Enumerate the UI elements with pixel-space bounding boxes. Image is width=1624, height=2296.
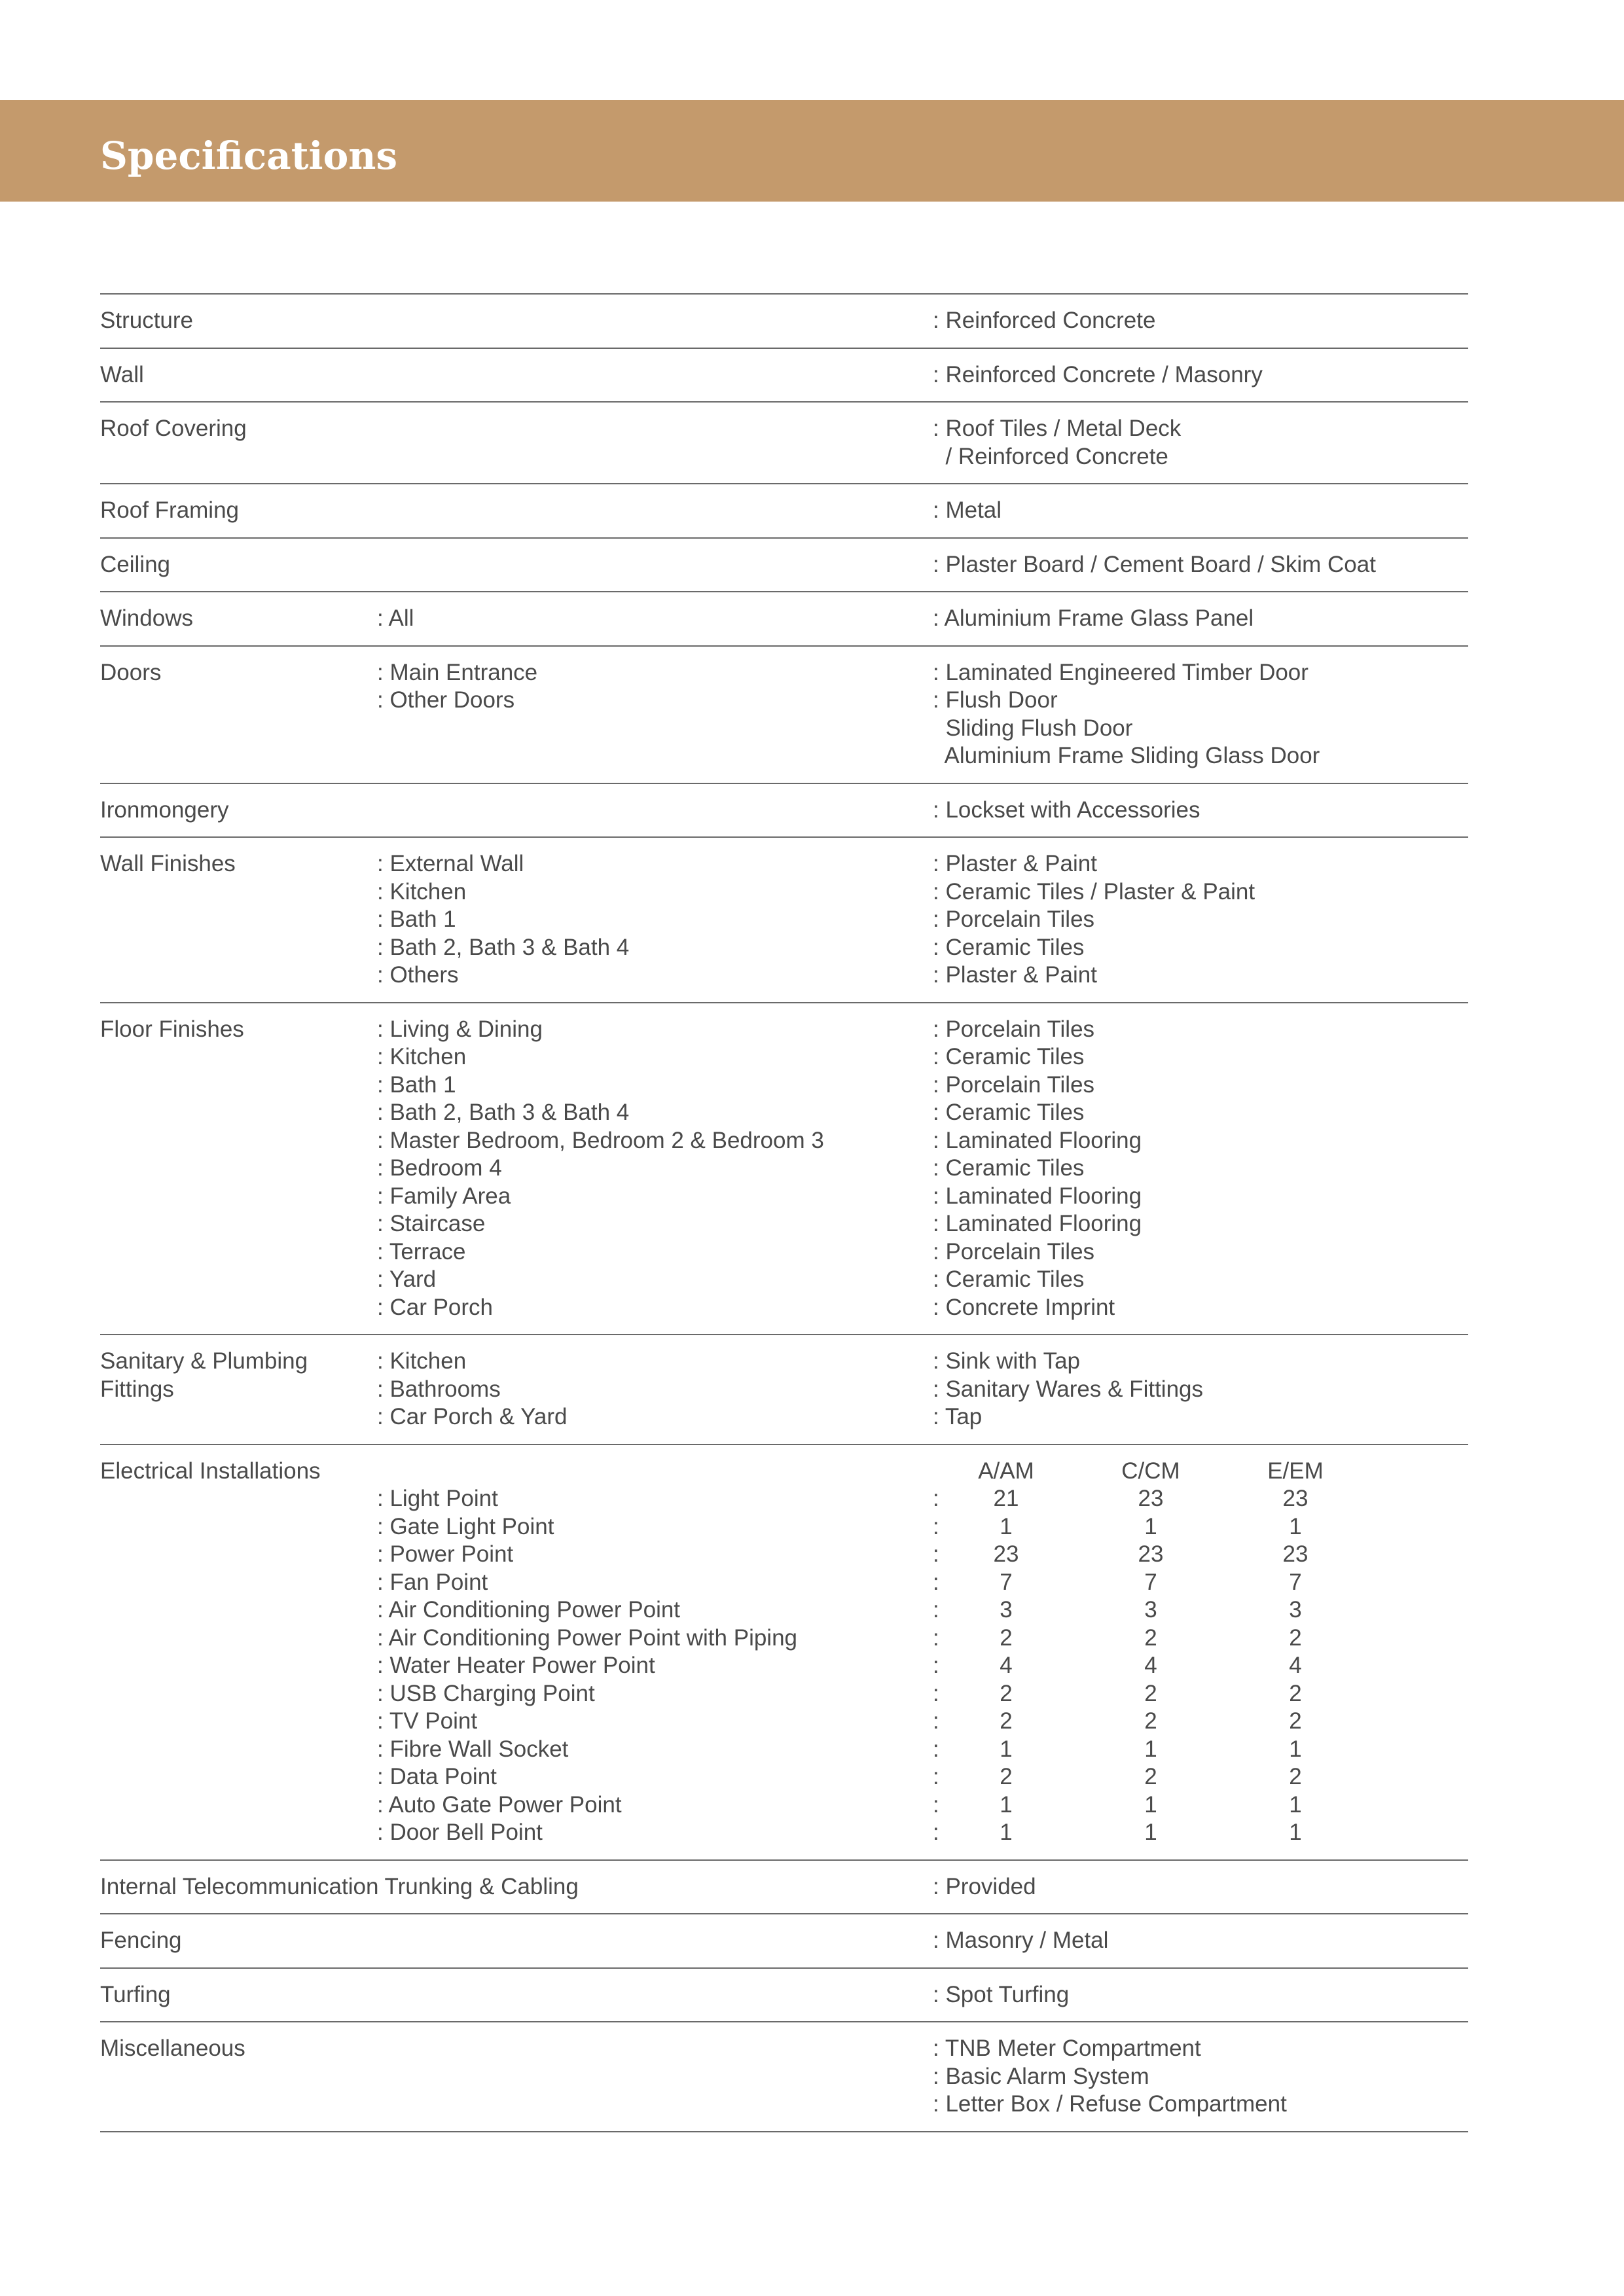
quantity-c: 2	[1144, 1708, 1157, 1734]
quantity-e: 2	[1289, 1708, 1302, 1734]
spec-value: : Masonry / Metal	[933, 1928, 1109, 1953]
spec-item: : Door Bell Point	[377, 1820, 543, 1845]
quantity-a: 2	[1000, 1764, 1013, 1789]
column-header-a-am: A/AM	[978, 1458, 1034, 1484]
quantity-e: 23	[1282, 1541, 1308, 1567]
spec-values	[933, 551, 1376, 579]
spec-items	[377, 1981, 927, 2009]
spec-label-line: Ceiling	[100, 551, 170, 577]
quantity-e: 1	[1289, 1791, 1302, 1818]
spec-value: : TNB Meter Compartment	[933, 2036, 1201, 2061]
spec-row	[100, 1969, 1468, 2023]
separator-colon: :	[933, 1736, 939, 1762]
spec-items	[377, 605, 927, 633]
quantity-c: 7	[1144, 1569, 1157, 1595]
spec-item	[377, 551, 927, 579]
spec-label-line: Internal Telecommunication Trunking & Cabling	[100, 1873, 579, 1899]
spec-items	[377, 361, 927, 389]
spec-value: : Provided	[933, 1873, 1036, 1899]
spec-value: : Porcelain Tiles	[933, 1238, 1095, 1265]
page-title: Specifications	[100, 134, 398, 178]
spec-label-line: Roof Framing	[100, 497, 240, 523]
spec-values	[933, 1873, 1036, 1901]
spec-value: : Porcelain Tiles	[933, 1071, 1095, 1098]
quantity-c: 23	[1138, 1541, 1164, 1567]
spec-value: : Roof Tiles / Metal Deck	[933, 416, 1182, 441]
spec-item: : Bath 1	[377, 906, 456, 932]
quantity-c: 4	[1144, 1653, 1157, 1678]
spec-item: : Kitchen	[377, 1044, 467, 1069]
specifications-table	[100, 293, 1468, 2132]
spec-value: : Tap	[933, 1404, 983, 1429]
spec-value: : Laminated Flooring	[933, 1127, 1142, 1153]
spec-items	[377, 1927, 927, 1955]
spec-item: : Kitchen	[377, 1348, 467, 1374]
spec-item: : Bathrooms	[377, 1376, 501, 1402]
spec-label-line: Doors	[100, 659, 162, 685]
spec-items	[377, 1348, 927, 1431]
spec-item	[377, 2090, 927, 2119]
spec-item: : Family Area	[377, 1183, 511, 1209]
spec-label	[100, 659, 161, 687]
spec-values	[933, 850, 1255, 990]
separator-colon: :	[933, 1791, 939, 1818]
spec-row	[100, 349, 1468, 403]
spec-label-line: Turfing	[100, 1981, 171, 2007]
spec-item: : Main Entrance	[377, 659, 538, 685]
spec-item: : Others	[377, 962, 459, 988]
spec-values	[933, 1016, 1142, 1322]
spec-item	[377, 797, 927, 825]
spec-item	[377, 361, 927, 389]
spec-label-line: Roof Covering	[100, 416, 247, 441]
spec-item: : Bedroom 4	[377, 1155, 502, 1181]
spec-value: : Flush Door	[933, 687, 1058, 713]
quantity-a: 4	[1000, 1653, 1013, 1678]
separator-colon: :	[933, 1708, 939, 1734]
spec-value: : Letter Box / Refuse Compartment	[933, 2091, 1287, 2117]
spec-value: : Sanitary Wares & Fittings	[933, 1376, 1203, 1402]
spec-item: : Yard	[377, 1266, 437, 1292]
spec-value: : Porcelain Tiles	[933, 1016, 1095, 1042]
spec-value: : Plaster Board / Cement Board / Skim Coat	[933, 551, 1376, 577]
spec-value: : Ceramic Tiles	[933, 1155, 1085, 1181]
quantity-a: 7	[1000, 1569, 1013, 1595]
spec-label-line: Ironmongery	[100, 797, 229, 823]
spec-item: : Other Doors	[377, 687, 515, 713]
separator-colon: :	[933, 1653, 939, 1678]
spec-items	[377, 551, 927, 579]
quantity-e: 3	[1289, 1597, 1302, 1623]
spec-row	[100, 403, 1468, 484]
quantity-e: 1	[1289, 1513, 1302, 1539]
spec-item	[377, 1927, 927, 1955]
separator-colon: :	[933, 1597, 939, 1623]
spec-item: : Auto Gate Power Point	[377, 1791, 622, 1818]
spec-row	[100, 1861, 1468, 1915]
quantity-a: 2	[1000, 1708, 1013, 1734]
spec-value: : Reinforced Concrete / Masonry	[933, 361, 1263, 387]
spec-item	[377, 497, 927, 525]
quantity-a: 1	[1000, 1791, 1013, 1818]
spec-row	[100, 295, 1468, 349]
spec-item: : Staircase	[377, 1211, 486, 1236]
separator-colon: :	[933, 1680, 939, 1706]
spec-item	[377, 2035, 927, 2063]
quantity-e: 23	[1282, 1486, 1308, 1511]
quantity-e: 2	[1289, 1764, 1302, 1789]
spec-item: : Fibre Wall Socket	[377, 1736, 569, 1762]
spec-label	[100, 1016, 244, 1044]
spec-row	[100, 1914, 1468, 1969]
column-header-c-cm: C/CM	[1121, 1458, 1180, 1484]
spec-label	[100, 850, 236, 878]
spec-row	[100, 484, 1468, 539]
spec-values	[933, 497, 1001, 525]
quantity-a: 23	[993, 1541, 1019, 1567]
spec-label-line: Structure	[100, 308, 193, 333]
spec-item: : TV Point	[377, 1708, 478, 1734]
spec-label	[100, 1458, 321, 1486]
spec-label	[100, 307, 193, 335]
spec-values	[933, 1348, 1203, 1431]
spec-row	[100, 592, 1468, 647]
spec-items	[377, 415, 927, 471]
spec-item: : Gate Light Point	[377, 1513, 554, 1539]
spec-row	[100, 647, 1468, 784]
spec-value: : Spot Turfing	[933, 1981, 1070, 2007]
spec-item	[377, 1981, 927, 2009]
spec-label	[100, 497, 239, 525]
spec-value: Sliding Flush Door	[933, 715, 1133, 741]
quantity-e: 2	[1289, 1624, 1302, 1651]
quantity-c: 3	[1144, 1597, 1157, 1623]
spec-row	[100, 1335, 1468, 1445]
quantity-c: 2	[1144, 1680, 1157, 1706]
spec-item: : Bath 2, Bath 3 & Bath 4	[377, 1100, 630, 1125]
spec-label	[100, 551, 170, 579]
quantity-e: 7	[1289, 1569, 1302, 1595]
spec-values	[933, 797, 1200, 825]
spec-value: : Ceramic Tiles / Plaster & Paint	[933, 878, 1255, 905]
spec-item	[377, 742, 927, 770]
spec-item: : Water Heater Power Point	[377, 1653, 655, 1678]
quantity-c: 2	[1144, 1764, 1157, 1789]
spec-item	[377, 307, 927, 335]
spec-label	[100, 1927, 182, 1955]
spec-label-line: Sanitary & Plumbing	[100, 1348, 308, 1374]
spec-values	[933, 361, 1263, 389]
quantity-e: 1	[1289, 1820, 1302, 1845]
spec-value: : Ceramic Tiles	[933, 1044, 1085, 1069]
spec-value: : Ceramic Tiles	[933, 1266, 1085, 1292]
spec-row	[100, 1003, 1468, 1336]
spec-items	[377, 1016, 927, 1322]
spec-item: : Air Conditioning Power Point	[377, 1597, 681, 1623]
quantity-a: 3	[1000, 1597, 1013, 1623]
spec-item: : All	[377, 605, 414, 631]
spec-label	[100, 1981, 171, 2009]
spec-row	[100, 838, 1468, 1003]
spec-values	[933, 415, 1181, 471]
spec-item	[377, 443, 927, 471]
spec-label-line: Fittings	[100, 1376, 174, 1402]
quantity-a: 2	[1000, 1680, 1013, 1706]
column-header-e-em: E/EM	[1267, 1458, 1324, 1484]
quantity-e: 1	[1289, 1736, 1302, 1762]
electrical-row	[100, 1445, 1468, 1861]
spec-items	[377, 2035, 927, 2119]
quantity-a: 1	[1000, 1513, 1013, 1539]
spec-item: : Master Bedroom, Bedroom 2 & Bedroom 3	[377, 1127, 824, 1153]
spec-item: : Bath 2, Bath 3 & Bath 4	[377, 934, 630, 960]
spec-item	[377, 415, 927, 443]
spec-label-line: Floor Finishes	[100, 1016, 244, 1042]
spec-item: : Car Porch	[377, 1294, 493, 1320]
spec-value: : Laminated Flooring	[933, 1211, 1142, 1236]
separator-colon: :	[933, 1541, 939, 1567]
spec-label	[100, 1873, 579, 1901]
spec-values	[933, 2035, 1287, 2119]
spec-item: : Kitchen	[377, 878, 467, 905]
spec-value: : Laminated Engineered Timber Door	[933, 659, 1308, 685]
spec-item: : USB Charging Point	[377, 1680, 595, 1706]
spec-label-line: Wall Finishes	[100, 851, 236, 876]
spec-label	[100, 1348, 308, 1403]
spec-items	[377, 307, 927, 335]
separator-colon: :	[933, 1513, 939, 1539]
spec-items	[377, 850, 927, 990]
quantity-a: 21	[993, 1486, 1019, 1511]
spec-items	[377, 797, 927, 825]
quantity-c: 1	[1144, 1791, 1157, 1818]
spec-item	[377, 2063, 927, 2091]
spec-row	[100, 539, 1468, 593]
spec-value: : Sink with Tap	[933, 1348, 1081, 1374]
spec-item: : Power Point	[377, 1541, 514, 1567]
spec-items	[377, 497, 927, 525]
spec-item: : Data Point	[377, 1764, 497, 1789]
spec-values	[933, 1927, 1108, 1955]
separator-colon: :	[933, 1624, 939, 1651]
quantity-c: 2	[1144, 1624, 1157, 1651]
spec-item: : Bath 1	[377, 1071, 456, 1098]
spec-label-line: Wall	[100, 361, 144, 387]
spec-item: : Terrace	[377, 1238, 466, 1265]
separator-colon: :	[933, 1569, 939, 1595]
spec-value: : Porcelain Tiles	[933, 906, 1095, 932]
spec-item	[377, 1458, 927, 1486]
spec-row	[100, 784, 1468, 838]
spec-value: : Lockset with Accessories	[933, 797, 1200, 823]
spec-label	[100, 2035, 245, 2063]
spec-values	[933, 605, 1254, 633]
spec-label-line: Fencing	[100, 1928, 182, 1953]
quantity-c: 23	[1138, 1486, 1164, 1511]
spec-value: : Plaster & Paint	[933, 962, 1097, 988]
spec-item: : Light Point	[377, 1486, 498, 1511]
spec-value: : Concrete Imprint	[933, 1294, 1115, 1320]
spec-value: : Laminated Flooring	[933, 1183, 1142, 1209]
spec-value: : Basic Alarm System	[933, 2063, 1149, 2089]
spec-value: : Aluminium Frame Glass Panel	[933, 605, 1254, 631]
spec-value: : Plaster & Paint	[933, 851, 1097, 876]
spec-item: : Living & Dining	[377, 1016, 543, 1042]
quantity-c: 1	[1144, 1820, 1157, 1845]
spec-values	[933, 307, 1155, 335]
quantity-e: 2	[1289, 1680, 1302, 1706]
spec-value: : Metal	[933, 497, 1002, 523]
spec-label	[100, 415, 247, 443]
spec-items	[377, 1458, 927, 1847]
spec-item	[377, 715, 927, 743]
spec-value: Aluminium Frame Sliding Glass Door	[933, 743, 1320, 768]
spec-item: : External Wall	[377, 851, 524, 876]
spec-item: : Fan Point	[377, 1569, 488, 1595]
quantity-a: 2	[1000, 1624, 1013, 1651]
separator-colon: :	[933, 1764, 939, 1789]
spec-item: : Air Conditioning Power Point with Piping	[377, 1624, 798, 1651]
spec-row	[100, 2022, 1468, 2132]
spec-item: : Car Porch & Yard	[377, 1404, 568, 1429]
spec-value: : Ceramic Tiles	[933, 934, 1085, 960]
spec-label-line: Electrical Installations	[100, 1458, 321, 1484]
spec-label-line: Miscellaneous	[100, 2036, 245, 2061]
spec-items	[377, 659, 927, 770]
quantity-e: 4	[1289, 1653, 1302, 1678]
quantity-a: 1	[1000, 1736, 1013, 1762]
quantity-c: 1	[1144, 1513, 1157, 1539]
spec-label	[100, 361, 144, 389]
quantity-c: 1	[1144, 1736, 1157, 1762]
separator-colon: :	[933, 1820, 939, 1845]
spec-label	[100, 797, 228, 825]
spec-value: : Reinforced Concrete	[933, 308, 1156, 333]
spec-label-line: Windows	[100, 605, 193, 631]
quantity-a: 1	[1000, 1820, 1013, 1845]
spec-values	[933, 659, 1320, 770]
spec-label	[100, 605, 193, 633]
spec-values	[933, 1981, 1069, 2009]
separator-colon: :	[933, 1486, 939, 1511]
spec-value: / Reinforced Concrete	[933, 443, 1168, 469]
spec-value: : Ceramic Tiles	[933, 1100, 1085, 1125]
